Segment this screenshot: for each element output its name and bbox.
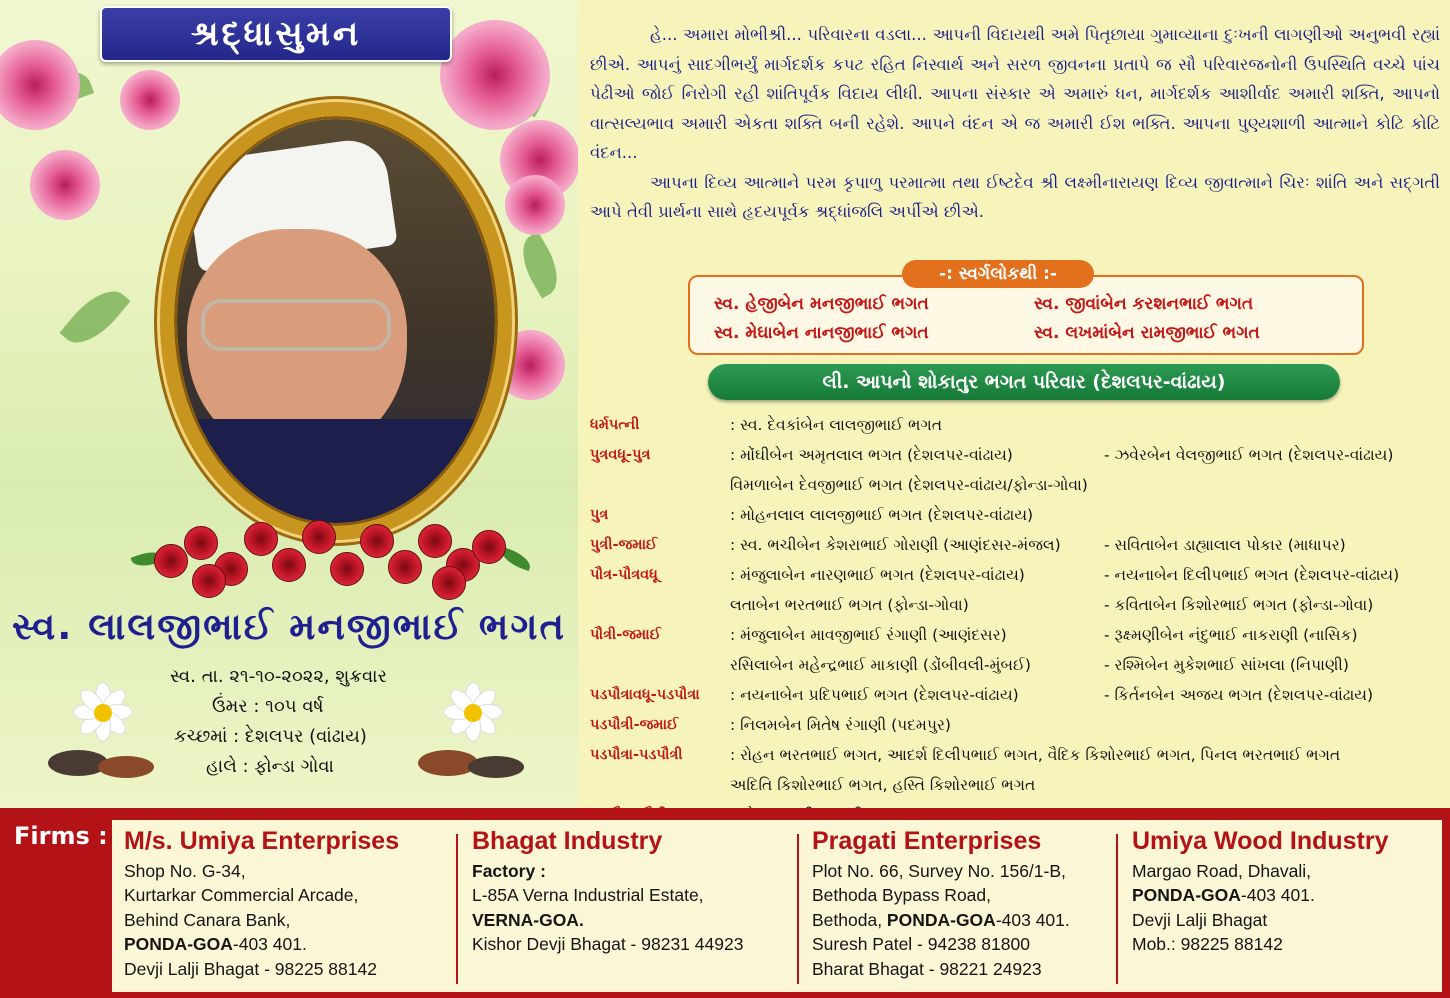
relative-row — [590, 503, 1440, 528]
pink-flower-icon — [0, 40, 80, 130]
pink-flower-icon — [120, 70, 180, 130]
leaf-decoration — [59, 279, 130, 354]
relative-name: - નયનાબેન દિલીપભાઈ ભગત (દેશલપર-વાંઢાય) — [1104, 566, 1400, 584]
firm-umiya-enterprises — [124, 826, 399, 990]
relative-name: : મંજુલાબેન માવજીભાઈ રંગાણી (આણંદસર) — [730, 626, 1007, 644]
relative-name: : નિલમબેન મિતેષ રંગાણી (પદમપુર) — [730, 716, 951, 734]
relative-name: : સ્વ. દેવકાંબેન લાલજીભાઈ ભગત — [730, 416, 943, 434]
relative-name: : મોહનલાલ લાલજીભાઈ ભગત (દેશલપર-વાંઢાય) — [730, 506, 1034, 524]
firm-contact: Suresh Patel - 94238 81800 — [812, 934, 1030, 955]
relative-name — [1104, 473, 1440, 498]
relative-name: : નયનાબેન પ્રદિપભાઈ ભગત (દેશલપર-વાંઢાય) — [730, 686, 1019, 704]
deceased-details — [150, 662, 450, 782]
firm-contact: Devji Lalji Bhagat - 98225 88142 — [124, 958, 377, 979]
firm-city-line: PONDA-GOA-403 401. — [1132, 885, 1315, 906]
firm-contact: Kishor Devji Bhagat - 98231 44923 — [472, 934, 744, 955]
relation-label: પૌત્રી-જમાઈ — [590, 627, 661, 643]
relative-name: : મંજુલાબેન નારણભાઈ ભગત (દેશલપર-વાંઢાય) — [730, 566, 1025, 584]
firm-address-line: Behind Canara Bank, — [124, 909, 291, 930]
firm-contact: Bharat Bhagat - 98221 24923 — [812, 958, 1042, 979]
relative-row — [590, 773, 1440, 798]
relation-label: પડપૌત્રી-જમાઈ — [590, 717, 679, 733]
relation-label: પુત્રી-જમાઈ — [590, 537, 658, 553]
firm-address-line: Bethoda Bypass Road, — [812, 885, 992, 906]
heavenly-name: સ્વ. મેઘાબેન નાનજીભાઈ ભગત — [714, 323, 929, 343]
relation-label — [590, 773, 726, 798]
relative-row — [590, 473, 1440, 498]
leaf-decoration — [512, 232, 568, 299]
relative-row — [590, 683, 1440, 708]
firm-city-line: Bethoda, PONDA-GOA-403 401. — [812, 909, 1070, 930]
firm-contact: Devji Lalji Bhagat — [1132, 909, 1268, 930]
firms-footer — [0, 808, 1450, 998]
firm-address-line: Kurtarkar Commercial Arcade, — [124, 885, 359, 906]
relation-label: પૌત્ર-પૌત્રવધૂ — [590, 567, 658, 583]
column-divider — [797, 834, 799, 984]
relation-label: પડપૌત્રા-પડપૌત્રી — [590, 747, 683, 763]
relation-label — [590, 593, 726, 618]
relative-row — [590, 593, 1440, 618]
firm-umiya-wood-industry — [1132, 826, 1389, 990]
rose-garland — [132, 512, 532, 602]
relative-name — [1104, 503, 1440, 528]
firm-address-line: Shop No. G-34, — [124, 861, 246, 881]
relation-label — [590, 653, 726, 678]
firm-bhagat-industry — [472, 826, 743, 990]
relative-row — [590, 413, 1440, 438]
relative-row — [590, 653, 1440, 678]
tribute-title-banner: શ્રદ્ધાસુમન — [100, 6, 452, 62]
relation-label: પડપૌત્રાવધૂ-પડપૌત્રા — [590, 687, 700, 703]
firm-address-line: Plot No. 66, Survey No. 156/1-B, — [812, 861, 1066, 881]
relation-label: પુત્રવધૂ-પુત્ર — [590, 447, 651, 463]
relative-name: - સવિતાબેન ડાહ્યાલાલ પોકાર (માધાપર) — [1104, 536, 1346, 554]
age: ઉંમર : ૧૦૫ વર્ષ — [212, 696, 324, 717]
relative-row — [590, 443, 1440, 468]
incense-flower-icon — [418, 672, 528, 782]
native-place: કચ્છમાં : દેશલપર (વાંઢાય) — [174, 726, 367, 747]
firm-city-line: PONDA-GOA-403 401. — [124, 934, 307, 955]
relation-label: ધર્મપત્ની — [590, 417, 640, 433]
incense-flower-icon — [48, 672, 158, 782]
heavenly-name: સ્વ. જીવાંબેન કરશનભાઈ ભગત — [1034, 294, 1254, 314]
relative-name — [1104, 713, 1440, 738]
firm-name: M/s. Umiya Enterprises — [124, 827, 400, 855]
relative-row — [590, 623, 1440, 648]
relative-name — [1104, 413, 1440, 438]
relative-names: : રોહન ભરતભાઈ ભગત, આદર્શ દિલીપભાઈ ભગત, વૈદિક કિશોરભાઈ ભગત, પિનલ ભરતભાઈ ભગત — [730, 746, 1341, 764]
relative-name: - રશ્મિબેન મુકેશભાઈ સાંખલા (નિપાણી) — [1104, 656, 1349, 674]
firms-label: Firms : — [14, 822, 108, 850]
relative-row — [590, 533, 1440, 558]
relative-name: રસિલાબેન મહેન્દ્રભાઈ માકાણી (ડોંબીવલી-મુંબઈ) — [730, 656, 1031, 674]
relative-name: : સ્વ. ભચીબેન કેશરાભાઈ ગોરાણી (આણંદસર-મંજલ) — [730, 536, 1061, 554]
relation-label — [590, 473, 726, 498]
golden-oval-frame — [160, 102, 512, 540]
heavenly-name: સ્વ. લખમાંબેન રામજીભાઈ ભગત — [1034, 323, 1260, 343]
firm-name: Umiya Wood Industry — [1132, 827, 1389, 855]
relative-name: લતાબેન ભરતભાઈ ભગત (ફોન્ડા-ગોવા) — [730, 596, 969, 614]
firms-list — [112, 820, 1442, 992]
relative-name: - કિર્તનબેન અજય ભગત (દેશલપર-વાંઢાય) — [1104, 686, 1374, 704]
family-banner: લી. આપનો શોકાતુર ભગત પરિવાર (દેશલપર-વાંઢાય) — [708, 364, 1340, 400]
prayer-paragraph: આપના દિવ્ય આત્માને પરમ કૃપાળુ પરમાત્મા તથા ઈષ્ટદેવ શ્રી લક્ષ્મીનારાયણ દિવ્ય જીવાત્માને ચિરઃ શાંતિ અને સદ્‌ગતી આપે તેવી પ્રાર્થના સાથે હૃદયપૂર્વક શ્રદ્ધાંજલિ અર્પીએ છીએ. — [590, 172, 1440, 221]
column-divider — [1116, 834, 1118, 984]
relative-name: : મોંઘીબેન અમૃતલાલ ભગત (દેશલપર-વાંઢાય) — [730, 446, 1013, 464]
message-paragraph: હે... અમારા મોભીશ્રી... પરિવારના વડલા... આપની વિદાયથી અમે પિતૃછાયા ગુમાવ્યાના દુઃખની લાગણીઓ અનુભવી રહ્યાં છીએ. આપનું સાદગીભર્યું માર્ગદર્શક કપટ રહિત નિસ્વાર્થ અને સરળ જીવનના પ્રતાપે જ સૌ પરિવારજનોની ઉપસ્થિતિ વચ્ચે પાંચ પેઢીઓ જોઈ નિરોગી રહી શાંતિપૂર્વક વિદાય લીધી. આપના સંસ્કાર એ અમારું ધન, માર્ગદર્શક આશીર્વાદ અમારી શક્તિ, આપનો વાત્સલ્યભાવ અમારી એકતા શક્તિ બની રહેશે. આપને વંદન એ જ અમારી ઈશ ભક્તિ. આપના પુણ્યશાળી આત્માને કોટિ કોટિ વંદન... — [590, 25, 1440, 162]
relative-name: - રૂક્ષ્મણીબેન નંદુભાઈ નાકરાણી (નાસિક) — [1104, 626, 1358, 644]
deceased-name: સ્વ. લાલજીભાઈ મનજીભાઈ ભગત — [11, 605, 567, 648]
pink-flower-icon — [440, 20, 550, 130]
firm-address-line: L-85A Verna Industrial Estate, — [472, 885, 704, 906]
memorial-photo-panel — [0, 0, 578, 808]
relative-name: વિમળાબેન દેવજીભાઈ ભગત (દેશલપર-વાંઢાય/ફોન્ડા-ગોવા) — [730, 476, 1088, 494]
relatives-list — [590, 413, 1440, 833]
firm-name: Pragati Enterprises — [812, 827, 1042, 855]
firm-pragati-enterprises — [812, 826, 1070, 990]
current-residence: હાલે : ફોન્ડા ગોવા — [206, 756, 334, 777]
firm-address-line: Margao Road, Dhavali, — [1132, 861, 1311, 881]
relative-name: - ઝવેરબેન વેલજીભાઈ ભગત (દેશલપર-વાંઢાય) — [1104, 446, 1394, 464]
relative-row — [590, 563, 1440, 588]
firm-name: Bhagat Industry — [472, 827, 663, 855]
firm-address-line: Factory : — [472, 861, 546, 881]
pink-flower-icon — [30, 150, 100, 220]
relative-names: અદિતિ કિશોરભાઈ ભગત, હસ્તિ કિશોરભાઈ ભગત — [730, 776, 1036, 794]
relative-row — [590, 743, 1440, 768]
relative-row — [590, 713, 1440, 738]
death-date: સ્વ. તા. ૨૧-૧૦-૨૦૨૨, શુક્રવાર — [170, 666, 387, 687]
heavenly-abode-title: -: સ્વર્ગલોકથી :- — [902, 260, 1094, 288]
pink-flower-icon — [505, 175, 565, 235]
column-divider — [456, 834, 458, 984]
relative-name: - કવિતાબેન કિશોરભાઈ ભગત (ફોન્ડા-ગોવા) — [1104, 596, 1374, 614]
tribute-text-panel — [578, 0, 1450, 808]
firm-contact: Mob.: 98225 88142 — [1132, 934, 1283, 955]
heavenly-name: સ્વ. હેજીબેન મનજીભાઈ ભગત — [714, 294, 929, 314]
tribute-message — [590, 20, 1440, 227]
firm-city-line: VERNA-GOA. — [472, 909, 584, 930]
relation-label: પુત્ર — [590, 507, 609, 523]
